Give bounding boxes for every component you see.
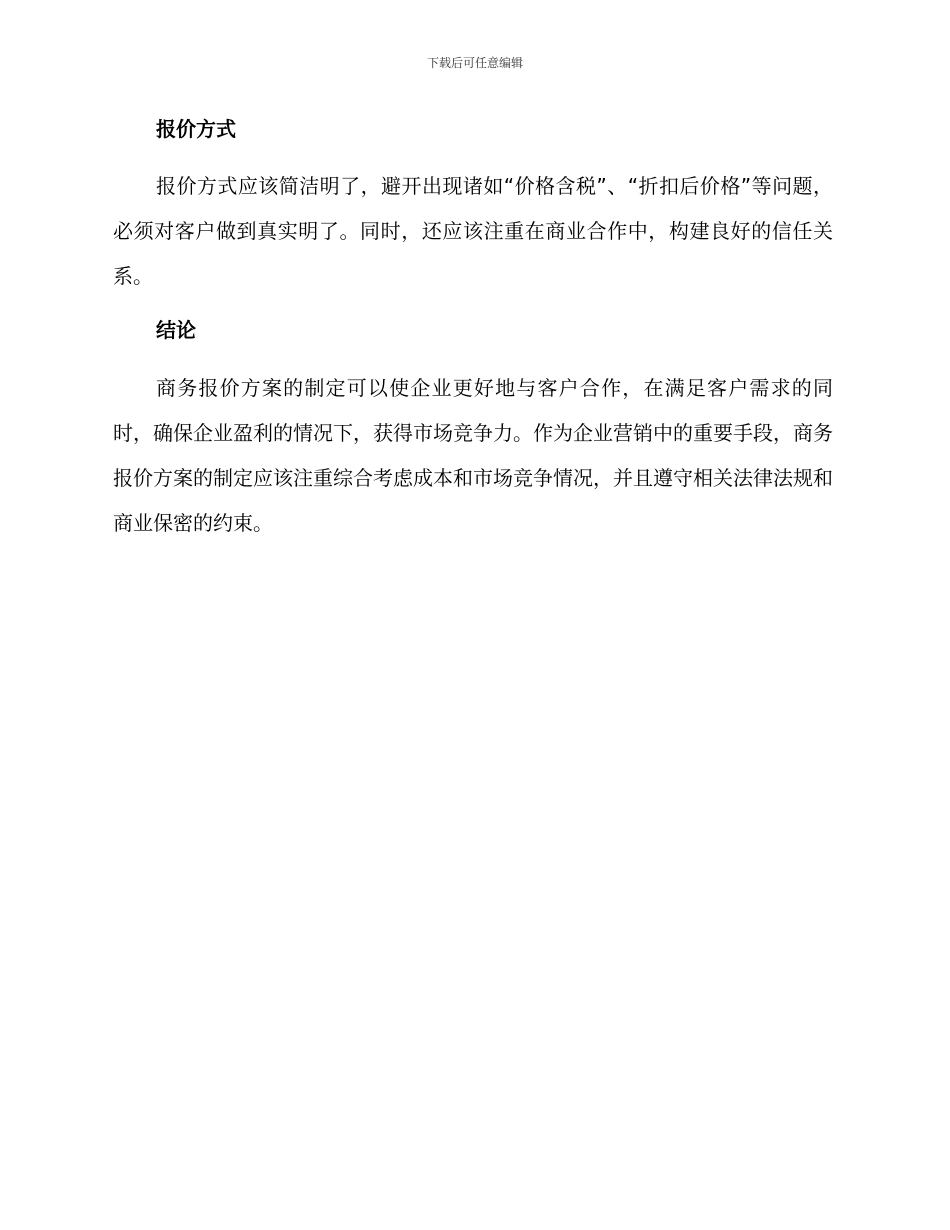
section-heading-pricing-method: 报价方式 [156,117,236,141]
section-paragraph-pricing-method: 报价方式应该简洁明了，避开出现诸如“价格含税”、“折扣后价格”等问题，必须对客户做到真实明了。同时，还应该注重在商业合作中，构建良好的信任关系。 [113,174,833,288]
section-paragraph-conclusion: 商务报价方案的制定可以使企业更好地与客户合作，在满足客户需求的同时，确保企业盈利的情况下，获得市场竞争力。作为企业营销中的重要手段，商务报价方案的制定应该注重综合考虑成本和市场竞争情况，并且遵守相关法律法规和商业保密的约束。 [113,376,833,535]
section-heading-conclusion: 结论 [156,318,196,342]
page-header: 下载后可任意编辑 [426,56,523,70]
document-body [113,113,833,546]
